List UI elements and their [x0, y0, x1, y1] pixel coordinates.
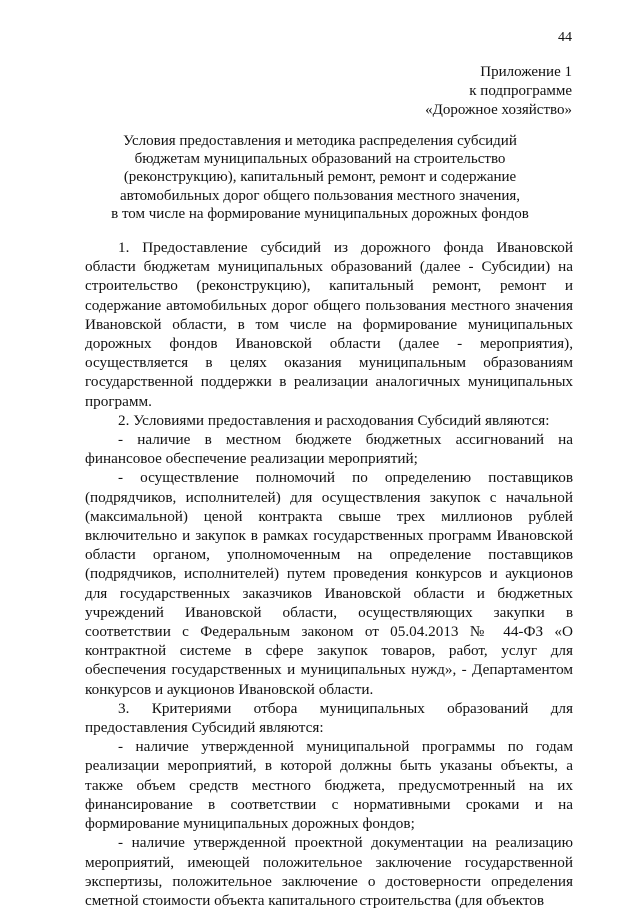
- paragraph-2: 2. Условиями предоставления и расходования Субсидий являются:: [118, 411, 550, 429]
- paragraph-4: - осуществление полномочий по определению поставщиков (подрядчиков, исполнителей) для осуществления закупок с начальной (максимальной) ценой контракта свыше трех миллионов рублей включительно и закупок в рамках государственных программ Ивановской области органом, уполномоченным на определение поставщиков (подрядчиков, исполнителей) путем проведения конкурсов и аукционов для государственных заказчиков Ивановской области и бюджетных учреждений Ивановской области, осуществляющих закупки в соответствии с Федеральным законом от 05.04.2013 № 44-ФЗ «О контрактной системе в сфере закупок товаров, работ, услуг для обеспечения государственных и муниципальных нужд», - Департаментом конкурсов и аукционов Ивановской области.: [85, 469, 573, 698]
- paragraph-3: - наличие в местном бюджете бюджетных ассигнований на финансовое обеспечение реализации мероприятий;: [85, 431, 573, 468]
- title-line-3: (реконструкцию), капитальный ремонт, ремонт и содержание: [123, 169, 517, 186]
- title-line-5: в том числе на формирование муниципальных дорожных фондов: [111, 205, 529, 222]
- appendix-line-3: «Дорожное хозяйство»: [425, 102, 572, 118]
- page-number: 44: [558, 30, 572, 45]
- appendix-line-2: к подпрограмме: [469, 83, 572, 99]
- paragraph-6: - наличие утвержденной муниципальной программы по годам реализации мероприятий, в которой должны быть указаны объекты, а также объем средств местного бюджета, предусмотренный на их финансирование в соответствии с нормативными сроками и на формирование муниципальных дорожных фондов;: [85, 738, 573, 833]
- paragraph-1: 1. Предоставление субсидий из дорожного фонда Ивановской области бюджетам муниципальных образований (далее - Субсидии) на строительство (реконструкцию), капитальный ремонт, ремонт и содержание автомобильных дорог общего пользования местного значения Ивановской области, в том числе на формирование муниципальных дорожных фондов Ивановской области (далее - мероприятия), осуществляется в целях оказания муниципальным образованиям государственной поддержки в реализации аналогичных муниципальных программ.: [85, 239, 573, 410]
- paragraph-7: - наличие утвержденной проектной документации на реализацию мероприятий, имеющей положительное заключение государственной экспертизы, положительное заключение о достоверности определения сметной стоимости объекта капитального строительства (для объектов: [85, 834, 573, 909]
- appendix-header: [425, 63, 572, 120]
- paragraph-5: 3. Критериями отбора муниципальных образований для предоставления Субсидий являются:: [85, 699, 573, 737]
- document-title: [60, 132, 580, 223]
- appendix-line-1: Приложение 1: [480, 64, 572, 80]
- title-line-2: бюджетам муниципальных образований на строительство: [134, 151, 506, 168]
- document-body: [85, 238, 573, 910]
- title-line-1: Условия предоставления и методика распределения субсидий: [123, 133, 517, 149]
- title-line-4: автомобильных дорог общего пользования местного значения,: [119, 187, 521, 204]
